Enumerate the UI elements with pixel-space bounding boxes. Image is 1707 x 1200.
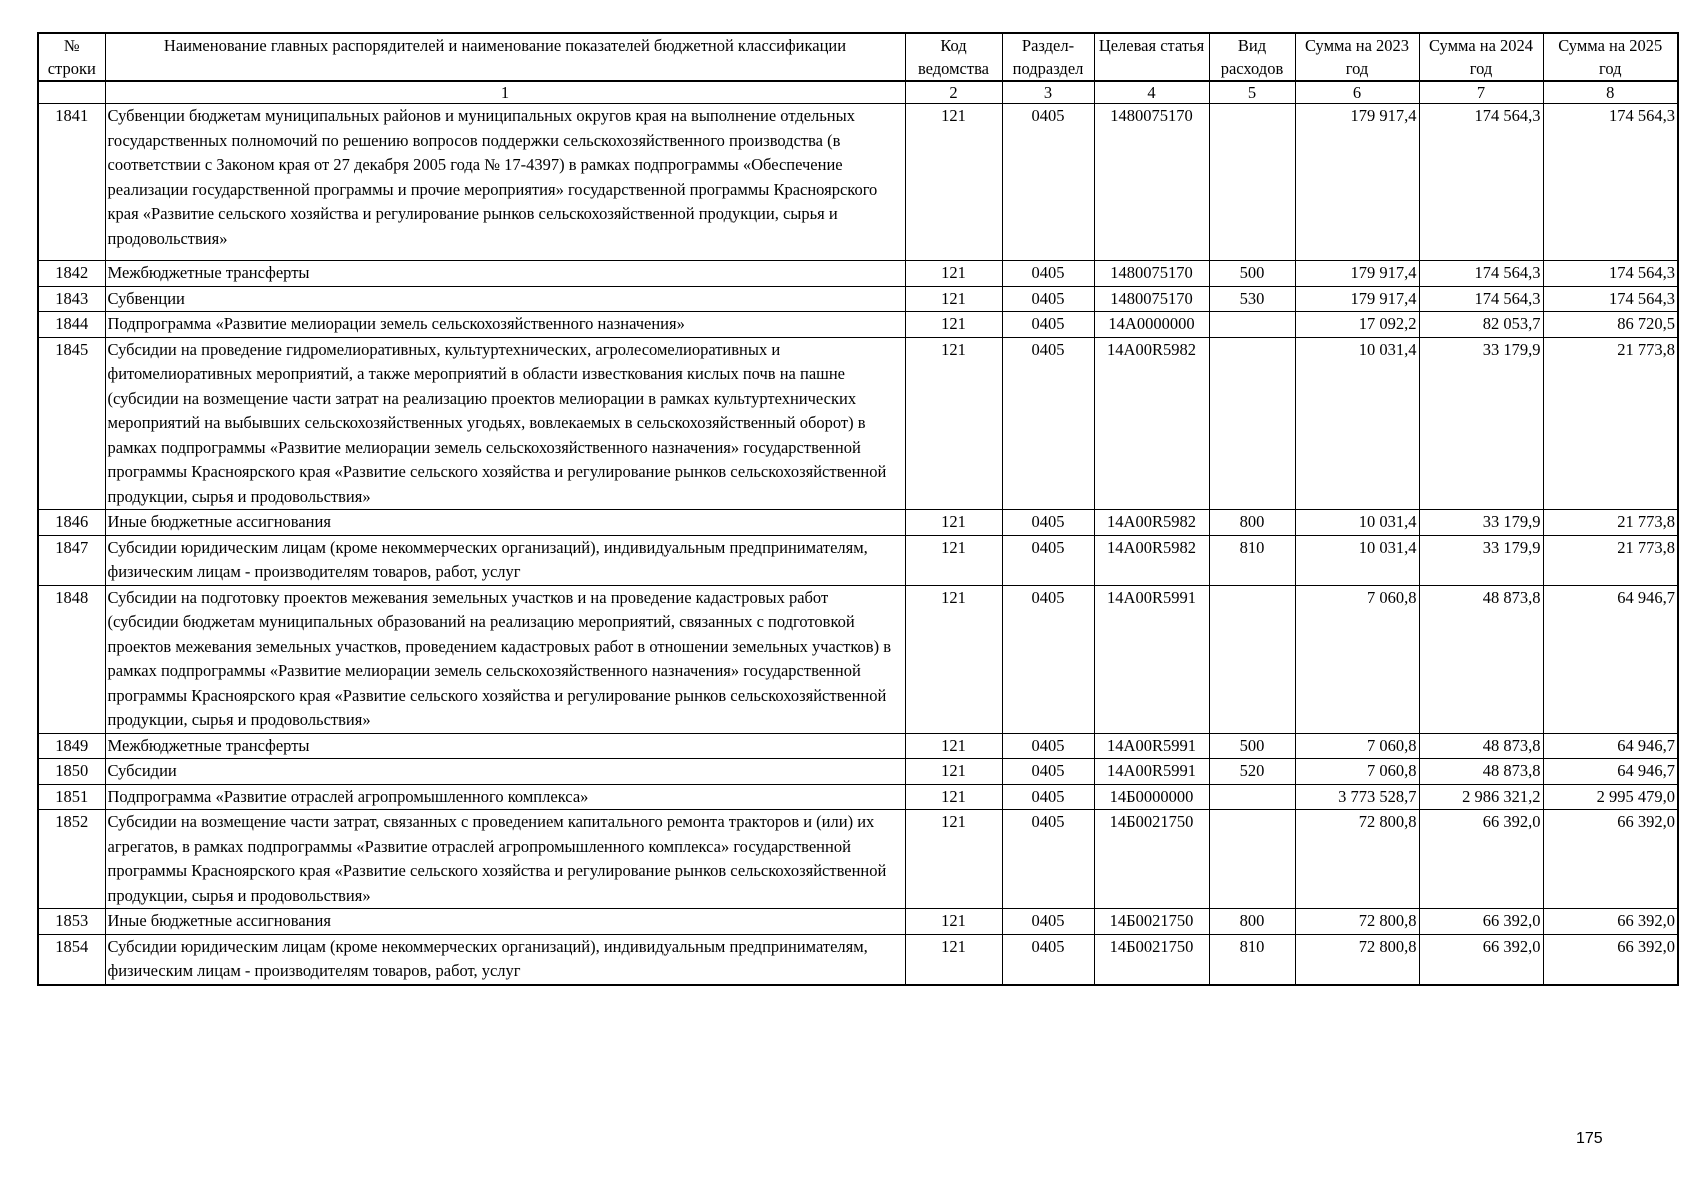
section-cell: 0405	[1002, 733, 1094, 759]
department-code-cell: 121	[905, 312, 1002, 338]
sum-2025-cell: 66 392,0	[1543, 934, 1678, 985]
row-number-cell: 1849	[38, 733, 105, 759]
header-row	[38, 33, 1678, 81]
header-section: Раздел-подраздел	[1002, 33, 1094, 81]
sum-2024-cell: 174 564,3	[1419, 104, 1543, 261]
sum-2025-cell: 64 946,7	[1543, 585, 1678, 733]
expense-type-cell: 530	[1209, 286, 1295, 312]
target-article-cell: 14Б0000000	[1094, 784, 1209, 810]
name-cell: Межбюджетные трансферты	[105, 261, 905, 287]
header-sum-2024: Сумма на 2024 год	[1419, 33, 1543, 81]
section-cell: 0405	[1002, 312, 1094, 338]
expense-type-cell: 500	[1209, 261, 1295, 287]
column-number: 4	[1094, 81, 1209, 104]
section-cell: 0405	[1002, 337, 1094, 510]
sum-2024-cell: 174 564,3	[1419, 286, 1543, 312]
target-article-cell: 14А00R5982	[1094, 510, 1209, 536]
sum-2023-cell: 7 060,8	[1295, 585, 1419, 733]
table-row	[38, 759, 1678, 785]
sum-2023-cell: 179 917,4	[1295, 286, 1419, 312]
expense-type-cell	[1209, 784, 1295, 810]
sum-2024-cell: 33 179,9	[1419, 510, 1543, 536]
name-cell: Субвенции бюджетам муниципальных районов и муниципальных округов края на выполнение отдельных государственных полномочий по решению вопросов поддержки сельскохозяйственного производства (в соответствии с Законом края от 27 декабря 2005 года № 17-4397) в рамках подпрограммы «Обеспечение реализации государственной программы и прочие мероприятия» государственной программы Красноярского края «Развитие сельского хозяйства и регулирование рынков сельскохозяйственной продукции, сырья и продовольствия»	[105, 104, 905, 261]
expense-type-cell	[1209, 337, 1295, 510]
department-code-cell: 121	[905, 909, 1002, 935]
sum-2024-cell: 48 873,8	[1419, 585, 1543, 733]
expense-type-cell: 800	[1209, 510, 1295, 536]
sum-2024-cell: 48 873,8	[1419, 759, 1543, 785]
target-article-cell: 14А00R5982	[1094, 535, 1209, 585]
row-number-cell: 1842	[38, 261, 105, 287]
expense-type-cell	[1209, 104, 1295, 261]
table-row	[38, 286, 1678, 312]
sum-2023-cell: 17 092,2	[1295, 312, 1419, 338]
name-cell: Субсидии на подготовку проектов межевания земельных участков и на проведение кадастровых работ (субсидии бюджетам муниципальных образований на реализацию мероприятий, связанных с подготовкой проектов межевания земельных участков, проведением кадастровых работ в отношении земельных участков) в рамках подпрограммы «Развитие мелиорации земель сельскохозяйственного назначения» государственной программы Красноярского края «Развитие сельского хозяйства и регулирование рынков сельскохозяйственной продукции, сырья и продовольствия»	[105, 585, 905, 733]
header-row-number: № строки	[38, 33, 105, 81]
column-number: 1	[105, 81, 905, 104]
column-number: 5	[1209, 81, 1295, 104]
name-cell: Субсидии юридическим лицам (кроме некоммерческих организаций), индивидуальным предпринимателям, физическим лицам - производителям товаров, работ, услуг	[105, 934, 905, 985]
sum-2025-cell: 66 392,0	[1543, 909, 1678, 935]
expense-type-cell: 810	[1209, 934, 1295, 985]
section-cell: 0405	[1002, 261, 1094, 287]
table-row	[38, 909, 1678, 935]
section-cell: 0405	[1002, 759, 1094, 785]
sum-2023-cell: 72 800,8	[1295, 909, 1419, 935]
column-number: 3	[1002, 81, 1094, 104]
row-number-cell: 1845	[38, 337, 105, 510]
target-article-cell: 14А00R5991	[1094, 733, 1209, 759]
department-code-cell: 121	[905, 337, 1002, 510]
name-cell: Субсидии юридическим лицам (кроме некоммерческих организаций), индивидуальным предпринимателям, физическим лицам - производителям товаров, работ, услуг	[105, 535, 905, 585]
department-code-cell: 121	[905, 286, 1002, 312]
sum-2023-cell: 72 800,8	[1295, 810, 1419, 909]
sum-2025-cell: 174 564,3	[1543, 286, 1678, 312]
column-number-empty	[38, 81, 105, 104]
table-row	[38, 585, 1678, 733]
row-number-cell: 1850	[38, 759, 105, 785]
row-number-cell: 1848	[38, 585, 105, 733]
table-row	[38, 934, 1678, 985]
name-cell: Субсидии	[105, 759, 905, 785]
sum-2025-cell: 21 773,8	[1543, 337, 1678, 510]
target-article-cell: 1480075170	[1094, 286, 1209, 312]
expense-type-cell: 800	[1209, 909, 1295, 935]
column-number-row	[38, 81, 1678, 104]
expense-type-cell: 810	[1209, 535, 1295, 585]
sum-2023-cell: 3 773 528,7	[1295, 784, 1419, 810]
sum-2024-cell: 48 873,8	[1419, 733, 1543, 759]
section-cell: 0405	[1002, 286, 1094, 312]
department-code-cell: 121	[905, 759, 1002, 785]
sum-2024-cell: 66 392,0	[1419, 934, 1543, 985]
header-sum-2025: Сумма на 2025 год	[1543, 33, 1678, 81]
header-sum-2023: Сумма на 2023 год	[1295, 33, 1419, 81]
sum-2023-cell: 7 060,8	[1295, 733, 1419, 759]
section-cell: 0405	[1002, 909, 1094, 935]
section-cell: 0405	[1002, 585, 1094, 733]
department-code-cell: 121	[905, 104, 1002, 261]
name-cell: Субвенции	[105, 286, 905, 312]
table-row	[38, 261, 1678, 287]
sum-2025-cell: 2 995 479,0	[1543, 784, 1678, 810]
sum-2023-cell: 7 060,8	[1295, 759, 1419, 785]
row-number-cell: 1841	[38, 104, 105, 261]
target-article-cell: 14Б0021750	[1094, 810, 1209, 909]
sum-2024-cell: 66 392,0	[1419, 810, 1543, 909]
sum-2024-cell: 33 179,9	[1419, 337, 1543, 510]
table-row	[38, 784, 1678, 810]
row-number-cell: 1851	[38, 784, 105, 810]
section-cell: 0405	[1002, 934, 1094, 985]
table-row	[38, 337, 1678, 510]
row-number-cell: 1846	[38, 510, 105, 536]
sum-2024-cell: 66 392,0	[1419, 909, 1543, 935]
department-code-cell: 121	[905, 585, 1002, 733]
name-cell: Субсидии на возмещение части затрат, связанных с проведением капитального ремонта тракторов и (или) их агрегатов, в рамках подпрограммы «Развитие отраслей агропромышленного комплекса» государственной программы Красноярского края «Развитие сельского хозяйства и регулирование рынков сельскохозяйственной продукции, сырья и продовольствия»	[105, 810, 905, 909]
sum-2023-cell: 179 917,4	[1295, 261, 1419, 287]
section-cell: 0405	[1002, 104, 1094, 261]
sum-2024-cell: 2 986 321,2	[1419, 784, 1543, 810]
department-code-cell: 121	[905, 934, 1002, 985]
header-department-code: Код ведомства	[905, 33, 1002, 81]
name-cell: Иные бюджетные ассигнования	[105, 909, 905, 935]
header-expense-type: Вид расходов	[1209, 33, 1295, 81]
table-body	[38, 104, 1678, 985]
expense-type-cell: 520	[1209, 759, 1295, 785]
row-number-cell: 1852	[38, 810, 105, 909]
sum-2023-cell: 10 031,4	[1295, 535, 1419, 585]
row-number-cell: 1843	[38, 286, 105, 312]
expense-type-cell	[1209, 585, 1295, 733]
section-cell: 0405	[1002, 510, 1094, 536]
budget-table-container	[37, 32, 1677, 986]
section-cell: 0405	[1002, 810, 1094, 909]
sum-2023-cell: 10 031,4	[1295, 337, 1419, 510]
table-row	[38, 535, 1678, 585]
name-cell: Подпрограмма «Развитие отраслей агропромышленного комплекса»	[105, 784, 905, 810]
sum-2025-cell: 174 564,3	[1543, 261, 1678, 287]
sum-2025-cell: 64 946,7	[1543, 733, 1678, 759]
sum-2023-cell: 10 031,4	[1295, 510, 1419, 536]
department-code-cell: 121	[905, 261, 1002, 287]
column-number: 8	[1543, 81, 1678, 104]
table-row	[38, 810, 1678, 909]
department-code-cell: 121	[905, 535, 1002, 585]
row-number-cell: 1847	[38, 535, 105, 585]
target-article-cell: 14Б0021750	[1094, 934, 1209, 985]
header-name: Наименование главных распорядителей и наименование показателей бюджетной классификации	[105, 33, 905, 81]
table-row	[38, 312, 1678, 338]
sum-2025-cell: 21 773,8	[1543, 535, 1678, 585]
sum-2025-cell: 66 392,0	[1543, 810, 1678, 909]
budget-table	[37, 32, 1679, 986]
section-cell: 0405	[1002, 784, 1094, 810]
column-number: 2	[905, 81, 1002, 104]
expense-type-cell: 500	[1209, 733, 1295, 759]
sum-2025-cell: 64 946,7	[1543, 759, 1678, 785]
name-cell: Субсидии на проведение гидромелиоративных, культуртехнических, агролесомелиоративных и фитомелиоративных мероприятий, а также мероприятий в области известкования кислых почв на пашне (субсидии на возмещение части затрат на реализацию проектов мелиорации в рамках культуртехнических мероприятий на выбывших сельскохозяйственных угодьях, вовлекаемых в сельскохозяйственный оборот) в рамках подпрограммы «Развитие мелиорации земель сельскохозяйственного назначения» государственной программы Красноярского края «Развитие сельского хозяйства и регулирование рынков сельскохозяйственной продукции, сырья и продовольствия»	[105, 337, 905, 510]
name-cell: Подпрограмма «Развитие мелиорации земель сельскохозяйственного назначения»	[105, 312, 905, 338]
row-number-cell: 1853	[38, 909, 105, 935]
target-article-cell: 1480075170	[1094, 261, 1209, 287]
sum-2025-cell: 174 564,3	[1543, 104, 1678, 261]
department-code-cell: 121	[905, 810, 1002, 909]
header-target-article: Целевая статья	[1094, 33, 1209, 81]
column-number: 7	[1419, 81, 1543, 104]
target-article-cell: 14Б0021750	[1094, 909, 1209, 935]
department-code-cell: 121	[905, 784, 1002, 810]
target-article-cell: 14А00R5982	[1094, 337, 1209, 510]
sum-2024-cell: 33 179,9	[1419, 535, 1543, 585]
department-code-cell: 121	[905, 733, 1002, 759]
column-number: 6	[1295, 81, 1419, 104]
name-cell: Иные бюджетные ассигнования	[105, 510, 905, 536]
target-article-cell: 14А0000000	[1094, 312, 1209, 338]
department-code-cell: 121	[905, 510, 1002, 536]
target-article-cell: 14А00R5991	[1094, 585, 1209, 733]
name-cell: Межбюджетные трансферты	[105, 733, 905, 759]
row-number-cell: 1854	[38, 934, 105, 985]
section-cell: 0405	[1002, 535, 1094, 585]
page-number: 175	[1576, 1130, 1603, 1147]
table-row	[38, 104, 1678, 261]
expense-type-cell	[1209, 810, 1295, 909]
table-row	[38, 733, 1678, 759]
sum-2025-cell: 86 720,5	[1543, 312, 1678, 338]
sum-2023-cell: 179 917,4	[1295, 104, 1419, 261]
expense-type-cell	[1209, 312, 1295, 338]
row-number-cell: 1844	[38, 312, 105, 338]
table-row	[38, 510, 1678, 536]
sum-2024-cell: 174 564,3	[1419, 261, 1543, 287]
target-article-cell: 14А00R5991	[1094, 759, 1209, 785]
sum-2023-cell: 72 800,8	[1295, 934, 1419, 985]
sum-2024-cell: 82 053,7	[1419, 312, 1543, 338]
sum-2025-cell: 21 773,8	[1543, 510, 1678, 536]
target-article-cell: 1480075170	[1094, 104, 1209, 261]
